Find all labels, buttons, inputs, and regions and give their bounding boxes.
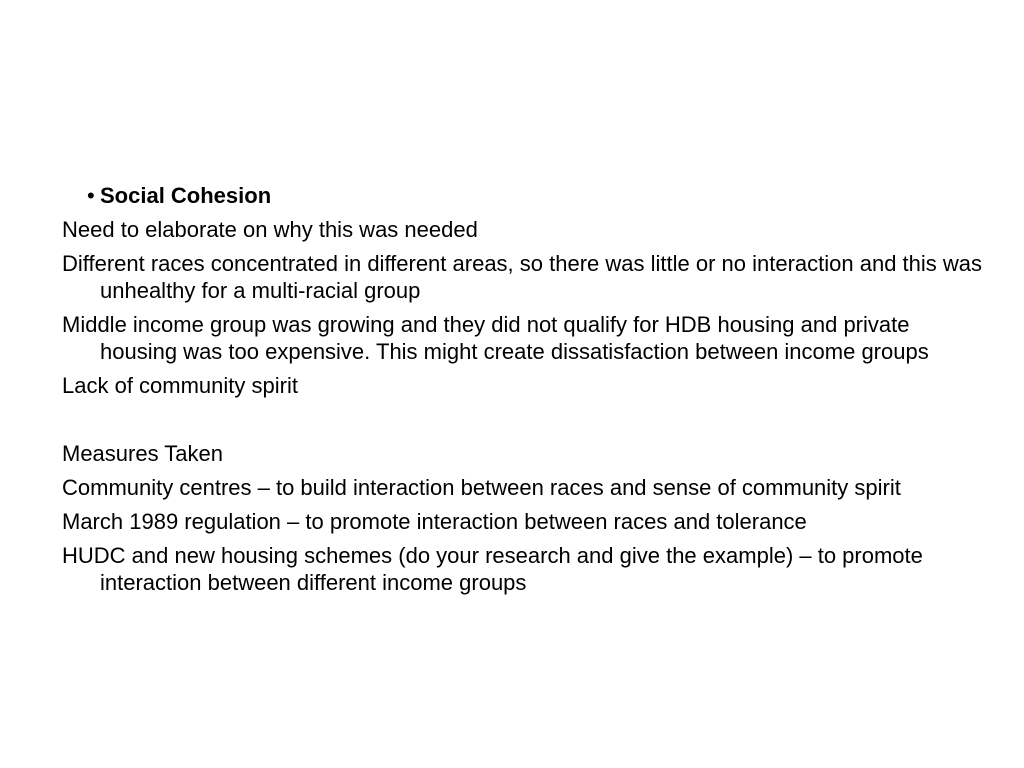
need-intro: Need to elaborate on why this was needed (62, 217, 478, 242)
bullet-icon: • (87, 183, 95, 208)
measures-heading: Measures Taken (62, 441, 224, 466)
measure-item: Community centres – to build interaction between races and sense of community spirit (62, 475, 901, 500)
reason-item: Middle income group was growing and they did not qualify for HDB housing and private housing was too expensive. This might create dissatisfaction between income groups (62, 312, 929, 364)
slide-body (62, 182, 982, 603)
reason-item: Lack of community spirit (62, 373, 298, 398)
measure-item: March 1989 regulation – to promote interaction between races and tolerance (62, 509, 807, 534)
blank-line (62, 406, 982, 433)
section-heading: Social Cohesion (100, 183, 272, 208)
heading-row (62, 182, 982, 209)
measure-item: HUDC and new housing schemes (do your research and give the example) – to promote interaction between different income groups (62, 543, 923, 595)
reason-item: Different races concentrated in different areas, so there was little or no interaction and this was unhealthy for a multi-racial group (62, 251, 983, 303)
